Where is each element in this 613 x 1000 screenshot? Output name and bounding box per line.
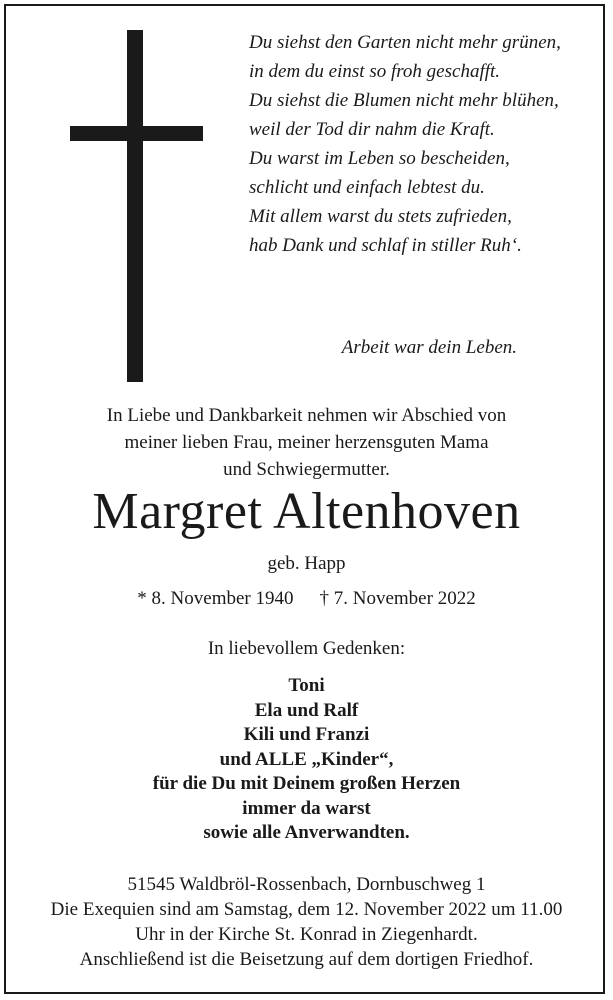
poem-line: Du siehst den Garten nicht mehr grünen,: [249, 32, 561, 53]
poem-line: in dem du einst so froh geschafft.: [249, 61, 501, 82]
mourner-line: für die Du mit Deinem großen Herzen: [152, 773, 461, 794]
cross-vertical-bar: [127, 30, 143, 382]
life-dates: [0, 588, 613, 610]
poem: [249, 28, 589, 260]
service-line: Die Exequien sind am Samstag, dem 12. November 2022 um 11.00: [50, 899, 563, 920]
poem-line: schlicht und einfach lebtest du.: [249, 177, 485, 198]
cross-horizontal-bar: [70, 126, 203, 141]
mourner-line: Toni: [288, 675, 325, 696]
mourner-line: Ela und Ralf: [254, 699, 359, 721]
mourners-list: [0, 674, 613, 846]
intro-text: [0, 402, 613, 483]
maiden-name: geb. Happ: [267, 553, 346, 574]
poem-line: Du siehst die Blumen nicht mehr blühen,: [249, 90, 559, 111]
address-line: 51545 Waldbröl-Rossenbach, Dornbuschweg 1: [127, 874, 486, 895]
birth-date: * 8. November 1940: [137, 588, 294, 609]
death-date: † 7. November 2022: [319, 588, 476, 609]
poem-line: hab Dank und schlaf in stiller Ruh‘.: [249, 235, 522, 256]
poem-line: weil der Tod dir nahm die Kraft.: [249, 119, 495, 140]
funeral-details: [0, 872, 613, 972]
mourning-heading: In liebevollem Gedenken:: [207, 638, 406, 659]
motto: Arbeit war dein Leben.: [341, 337, 517, 358]
intro-line: meiner lieben Frau, meiner herzensguten Mama: [124, 432, 489, 453]
poem-line: Mit allem warst du stets zufrieden,: [249, 206, 512, 227]
mourner-line: und ALLE „Kinder“,: [219, 748, 394, 770]
burial-line: Anschließend ist die Beisetzung auf dem dortigen Friedhof.: [79, 949, 534, 970]
mourner-line: Kili und Franzi: [243, 724, 370, 745]
service-line: Uhr in der Kirche St. Konrad in Ziegenhardt.: [135, 924, 478, 945]
intro-line: und Schwiegermutter.: [223, 459, 390, 480]
mourner-line: immer da warst: [242, 797, 371, 819]
mourner-line: sowie alle Anverwandten.: [203, 822, 410, 843]
intro-line: In Liebe und Dankbarkeit nehmen wir Abschied von: [106, 405, 507, 426]
deceased-name: Margret Altenhoven: [92, 483, 521, 540]
poem-line: Du warst im Leben so bescheiden,: [249, 148, 510, 169]
